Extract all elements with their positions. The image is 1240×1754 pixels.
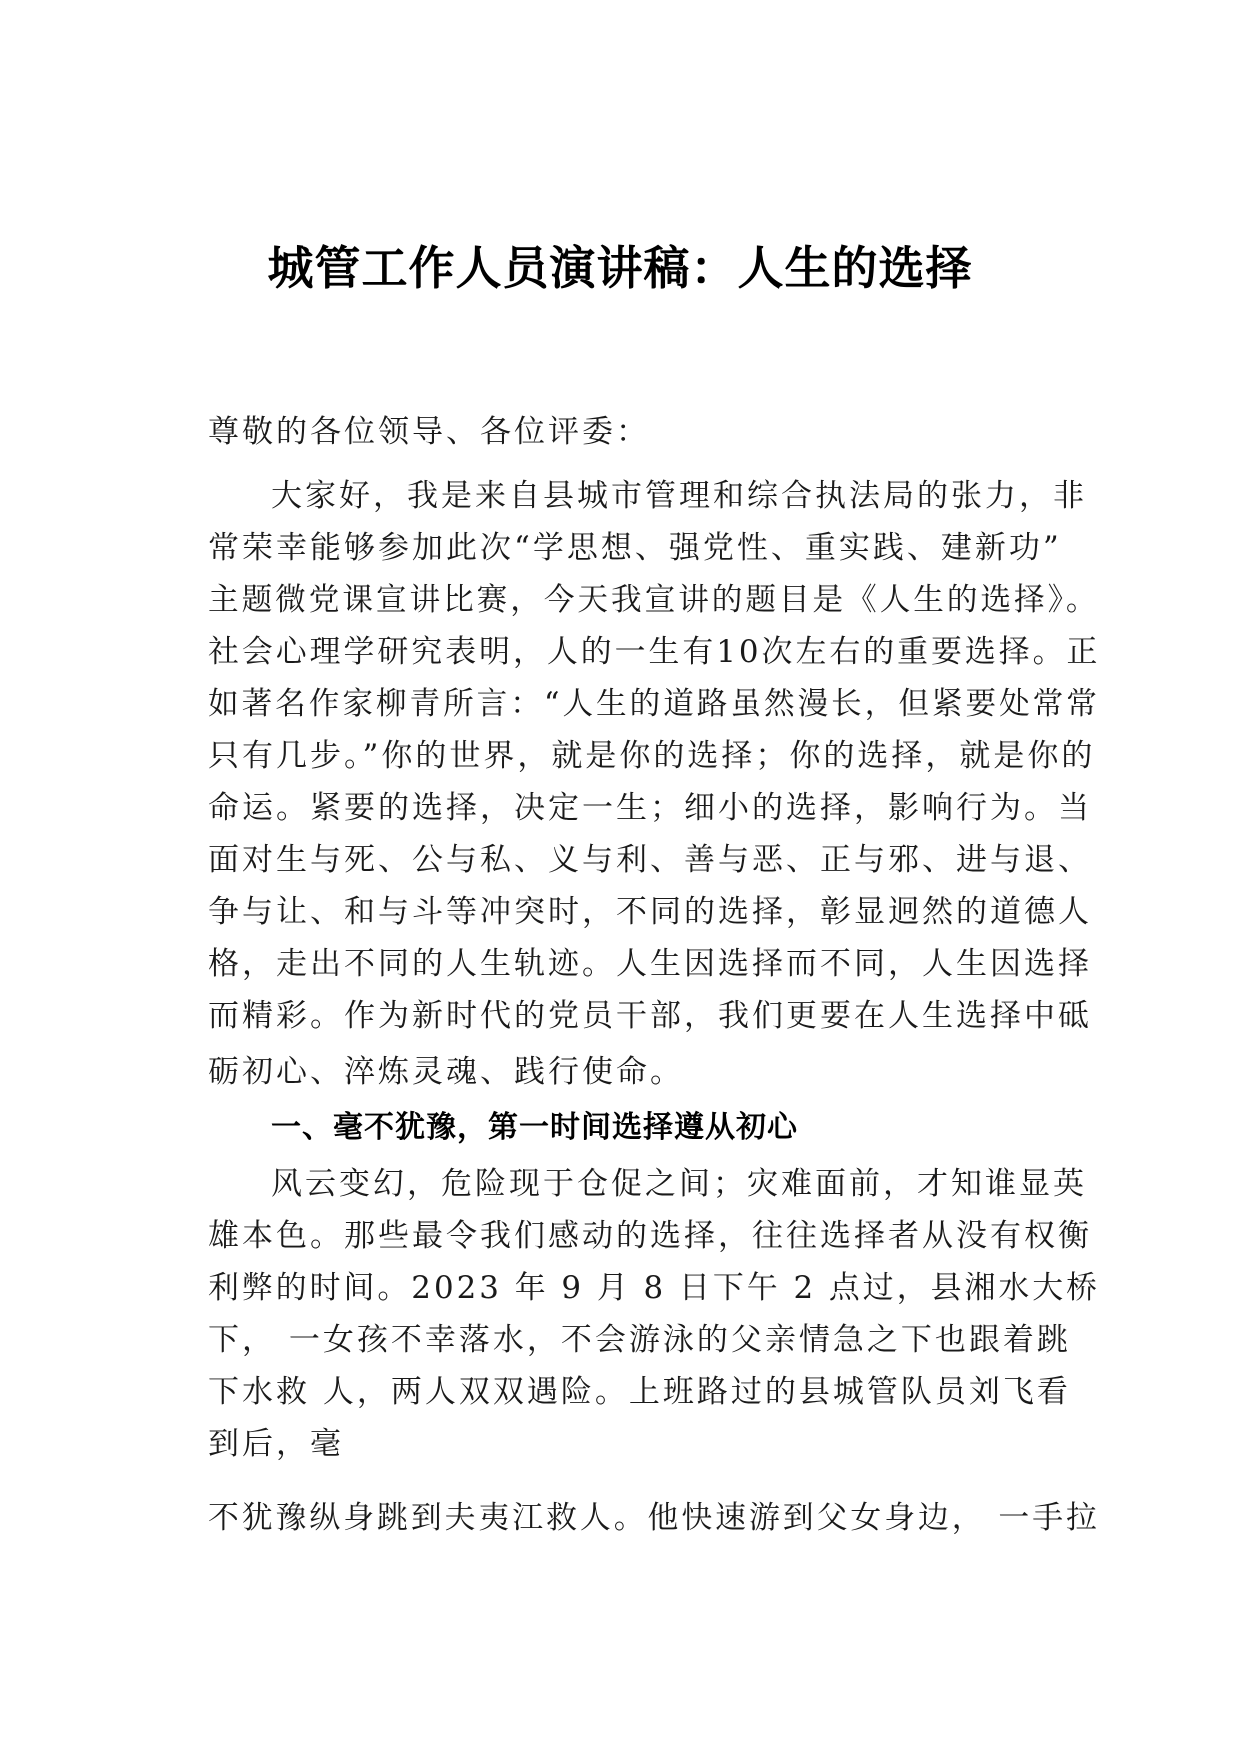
paragraph2-line: 下， 一女孩不幸落水，不会游泳的父亲情急之下也跟着跳 <box>208 1322 1071 1358</box>
paragraph1-line: 面对生与死、公与私、义与利、善与恶、正与邪、进与退、 <box>208 842 1092 878</box>
paragraph1-line: 只有几步。”你的世界，就是你的选择；你的选择，就是你的 <box>208 738 1096 774</box>
paragraph2-line: 利弊的时间。2023 年 9 月 8 日下午 2 点过，县湘水大桥 <box>208 1270 1101 1306</box>
paragraph2-line: 风云变幻，危险现于仓促之间；灾难面前，才知谁显英 <box>271 1166 1087 1202</box>
paragraph1-line: 格，走出不同的人生轨迹。人生因选择而不同，人生因选择 <box>208 946 1092 982</box>
section-heading: 一、毫不犹豫，第一时间选择遵从初心 <box>271 1110 798 1145</box>
paragraph1-line: 而精彩。作为新时代的党员干部，我们更要在人生选择中砥 <box>208 998 1092 1034</box>
paragraph1-line: 命运。紧要的选择，决定一生；细小的选择，影响行为。当 <box>208 790 1092 826</box>
paragraph1-line: 大家好，我是来自县城市管理和综合执法局的张力，非 <box>271 478 1087 514</box>
paragraph1-line: 砺初心、淬炼灵魂、践行使命。 <box>208 1054 684 1090</box>
salutation: 尊敬的各位领导、各位评委： <box>208 414 650 450</box>
paragraph1-line: 常荣幸能够参加此次“学思想、强党性、重实践、建新功” <box>208 530 1062 566</box>
paragraph1-line: 如著名作家柳青所言：“人生的道路虽然漫长，但紧要处常常 <box>208 686 1100 722</box>
paragraph2-line: 不犹豫纵身跳到夫夷江救人。他快速游到父女身边， 一手拉 <box>208 1500 1100 1536</box>
document-title: 城管工作人员演讲稿：人生的选择 <box>267 241 973 295</box>
paragraph1-line: 社会心理学研究表明，人的一生有10次左右的重要选择。正 <box>208 634 1101 670</box>
paragraph1-line: 主题微党课宣讲比赛，今天我宣讲的题目是《人生的选择》。 <box>208 582 1100 618</box>
paragraph2-line: 下水救 人，两人双双遇险。上班路过的县城管队员刘飞看 <box>208 1374 1071 1410</box>
paragraph2-line: 雄本色。那些最令我们感动的选择，往往选择者从没有权衡 <box>208 1218 1092 1254</box>
paragraph1-line: 争与让、和与斗等冲突时，不同的选择，彰显迥然的道德人 <box>208 894 1092 930</box>
paragraph2-line: 到后，毫 <box>208 1426 344 1462</box>
